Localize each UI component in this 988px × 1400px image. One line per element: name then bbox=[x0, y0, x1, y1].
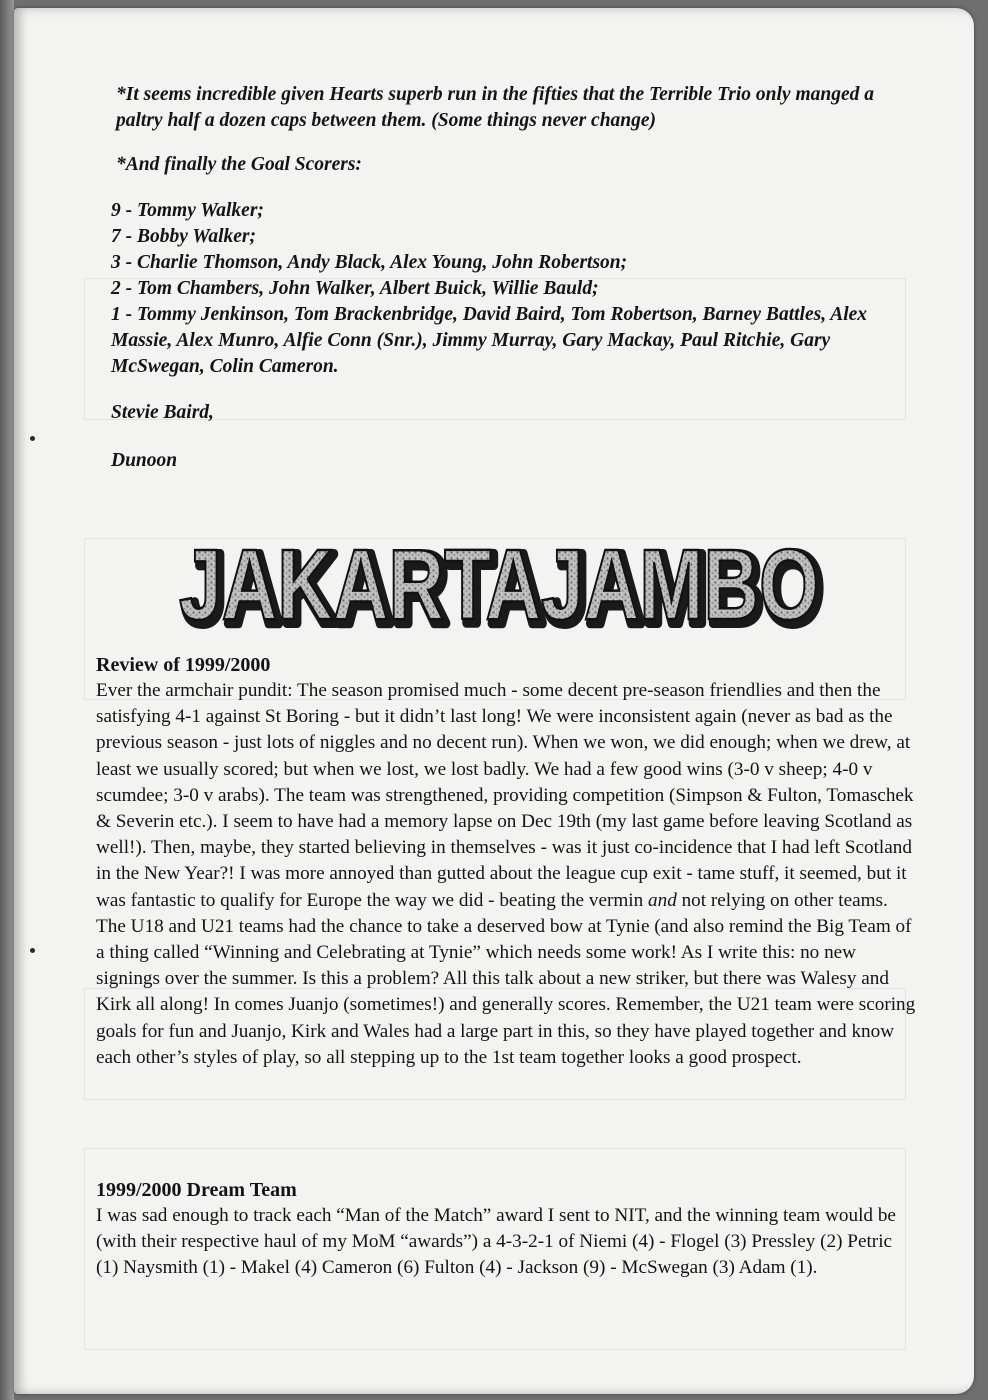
scorer-line: 9 - Tommy Walker; bbox=[111, 200, 264, 221]
scorer-line: 7 - Bobby Walker; bbox=[111, 226, 256, 247]
scorer-line: 1 - Tommy Jenkinson, Tom Brackenbridge, David Baird, Tom Robertson, Barney Battles, Alex Massie, Alex Munro, Alfie Conn (Snr.), Jimmy Murray, Gary Mackay, Paul Ritchie, Gary McSwegan, Colin Cameron. bbox=[111, 304, 868, 377]
punch-hole bbox=[30, 436, 35, 441]
signature-name: Stevie Baird, bbox=[111, 402, 214, 423]
dream-team-body: I was sad enough to track each “Man of the Match” award I sent to NIT, and the winning team would be (with their respective haul of my MoM “awards”) a 4-3-2-1 of Niemi (4) - Flogel (3) Pressley (2) Petric (1) Naysmith (1) - Makel (4) Cameron (6) Fulton (4) - Jackson (9) - McSwegan (3) Adam (1). bbox=[96, 1205, 896, 1279]
signature-place: Dunoon bbox=[111, 450, 178, 471]
scorer-line: 3 - Charlie Thomson, Andy Black, Alex Young, John Robertson; bbox=[111, 252, 628, 273]
review-text: not relying on other teams. The U18 and U21 teams had the chance to take a deserved bow at Tynie (and also remind the Big Team of a thing called “Winning and Celebrating at Tynie” which needs some work! As I write this: no new signings over the summer. Is this a problem? All this talk about a new striker, but there was Walesy and Kirk all along! In comes Juanjo (sometimes!) and generally scores. Remember, the U21 team were scoring goals for fun and Juanjo, Kirk and Wales had a large part in this, so they have played together and know each other’s styles of play, so all stepping up to the 1st team together looks a good prospect. bbox=[96, 889, 916, 1068]
review-text: Ever the armchair pundit: The season promised much - some decent pre-season friendlies and then the satisfying 4-1 against St Boring - but it didn’t last long! We were inconsistent again (never as bad as the previous season - just lots of niggles and no decent run). When we won, we did enough; when we drew, at least we usually scored; but when we lost, we lost badly. We had a few good wins (3-0 v sheep; 4-0 v scumdee; 3-0 v arabs). The team was strengthened, providing competition (Simpson & Fulton, Tomaschek & Severin etc.). I seem to have had a memory lapse on Dec 19th (my last game before leaving Scotland as well!). Then, maybe, they started believing in themselves - was it just co-incidence that I had left Scotland in the New Year?! I was more annoyed than gutted about the league cup exit - tame stuff, it seemed, but it was fantastic to qualify for Europe the way we did - beating the vermin bbox=[96, 680, 914, 911]
dream-team-section bbox=[96, 1177, 916, 1282]
review-body bbox=[96, 678, 916, 1071]
review-emphasis: and bbox=[648, 889, 677, 911]
banner-title: JAKARTAJAMBO bbox=[179, 529, 819, 641]
goal-scorers-heading: *And finally the Goal Scorers: bbox=[116, 154, 362, 175]
review-section bbox=[96, 652, 916, 1071]
top-section bbox=[96, 82, 922, 474]
punch-hole bbox=[30, 948, 35, 953]
intro-note: *It seems incredible given Hearts superb run in the fifties that the Terrible Trio only manged a paltry half a dozen caps between them. (Some things never change) bbox=[116, 84, 874, 131]
review-heading: Review of 1999/2000 bbox=[96, 654, 271, 676]
scorers-list bbox=[111, 198, 923, 380]
banner-shadow: JAKARTAJAMBO bbox=[183, 533, 823, 642]
scorer-line: 2 - Tom Chambers, John Walker, Albert Buick, Willie Bauld; bbox=[111, 278, 599, 299]
binding-edge bbox=[0, 0, 14, 1400]
jakarta-jambo-banner bbox=[168, 527, 838, 642]
dream-team-heading: 1999/2000 Dream Team bbox=[96, 1179, 297, 1201]
